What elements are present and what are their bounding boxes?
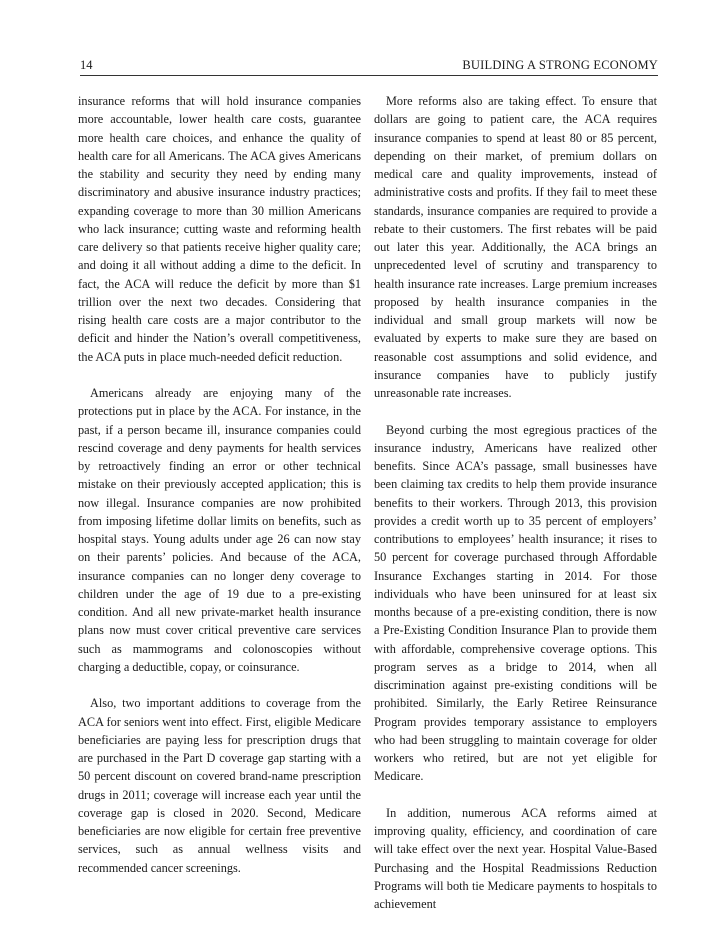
body-paragraph: More reforms also are taking effect. To ensure that dollars are going to patient care, the ACA requires insurance companies to spend at least 80 or 85 percent, depending on their market, of premium dollars on medical care and quality improvements, instead of administrative costs and profits. If they fail to meet these standards, insurance companies are required to provide a rebate to their customers. The first rebates will be paid out later this year. Additionally, the ACA brings an unprecedented level of scrutiny and transparency to health insurance rate increases. Large premium increases proposed by health insurance companies in the individual and small group markets will now be evaluated by experts to make sure they are based on reasonable cost assumptions and solid evidence, and insurance companies have to publicly justify unreasonable rate increases. bbox=[374, 94, 657, 400]
left-column bbox=[78, 92, 361, 895]
body-paragraph: Also, two important additions to coverage from the ACA for seniors went into effect. First, eligible Medicare beneficiaries are paying less for prescription drugs that are purchased in the Part D coverage gap starting with a 50 percent discount on covered brand-name prescription drugs in 2011; coverage will increase each year until the coverage gap is closed in 2020. Second, Medicare beneficiaries are now eligible for certain free preventive services, such as annual wellness visits and recommended cancer screenings. bbox=[78, 696, 361, 875]
running-header bbox=[80, 58, 658, 76]
body-paragraph: Americans already are enjoying many of the protections put in place by the ACA. For instance, in the past, if a person became ill, insurance companies could rescind coverage and deny payments for health services by retroactively finding an error or other technical mistake on their previously accepted application; this is now illegal. Insurance companies are now prohibited from imposing lifetime dollar limits on benefits, such as hospital stays. Young adults under age 26 can now stay on their parents’ policies. And because of the ACA, insurance companies can no longer deny coverage to children under the age of 19 due to a pre-existing condition. And all new private-market health insurance plans now must cover critical preventive care services such as mammograms and colonoscopies without charging a deductible, copay, or coinsurance. bbox=[78, 386, 361, 674]
body-paragraph: insurance reforms that will hold insurance companies more accountable, lower health care costs, guarantee more health care choices, and enhance the quality of health care for all Americans. The ACA gives Americans the stability and security they need by ending many discriminatory and abusive insurance industry practices; expanding coverage to more than 30 million Americans who lack insurance; cutting waste and reforming health care delivery so that patients receive higher quality care; and doing it all without adding a dime to the deficit. In fact, the ACA will reduce the deficit by more than $1 trillion over the next two decades. Considering that rising health care costs are a major contributor to the deficit and hinder the Nation’s overall competitiveness, the ACA puts in place much-needed deficit reduction. bbox=[78, 94, 361, 364]
page-number: 14 bbox=[80, 58, 93, 72]
body-paragraph: In addition, numerous ACA reforms aimed at improving quality, efficiency, and coordination of care will take effect over the next year. Hospital Value-Based Purchasing and the Hospital Readmissions Reduction Programs will both tie Medicare payments to hospitals to achievement bbox=[374, 805, 657, 911]
right-column bbox=[374, 92, 657, 932]
body-paragraph: Beyond curbing the most egregious practices of the insurance industry, Americans have realized other benefits. Since ACA’s passage, small businesses have been claiming tax credits to help them provide insurance benefits to their workers. Through 2013, this provision provides a credit worth up to 35 percent of employers’ contributions to employees’ health insurance; it rises to 50 percent for coverage purchased through Affordable Insurance Exchanges starting in 2014. For those individuals who have been uninsured for at least six months because of a pre-existing condition, there is now a Pre-Existing Condition Insurance Plan to provide them with affordable, comprehensive coverage options. This program serves as a bridge to 2014, when all discrimination against pre-existing conditions will be prohibited. Similarly, the Early Retiree Reinsurance Program provides temporary assistance to employers who had been struggling to maintain coverage for older workers who retired, but are not yet eligible for Medicare. bbox=[374, 422, 657, 784]
book-title: BUILDING A STRONG ECONOMY bbox=[462, 58, 658, 72]
